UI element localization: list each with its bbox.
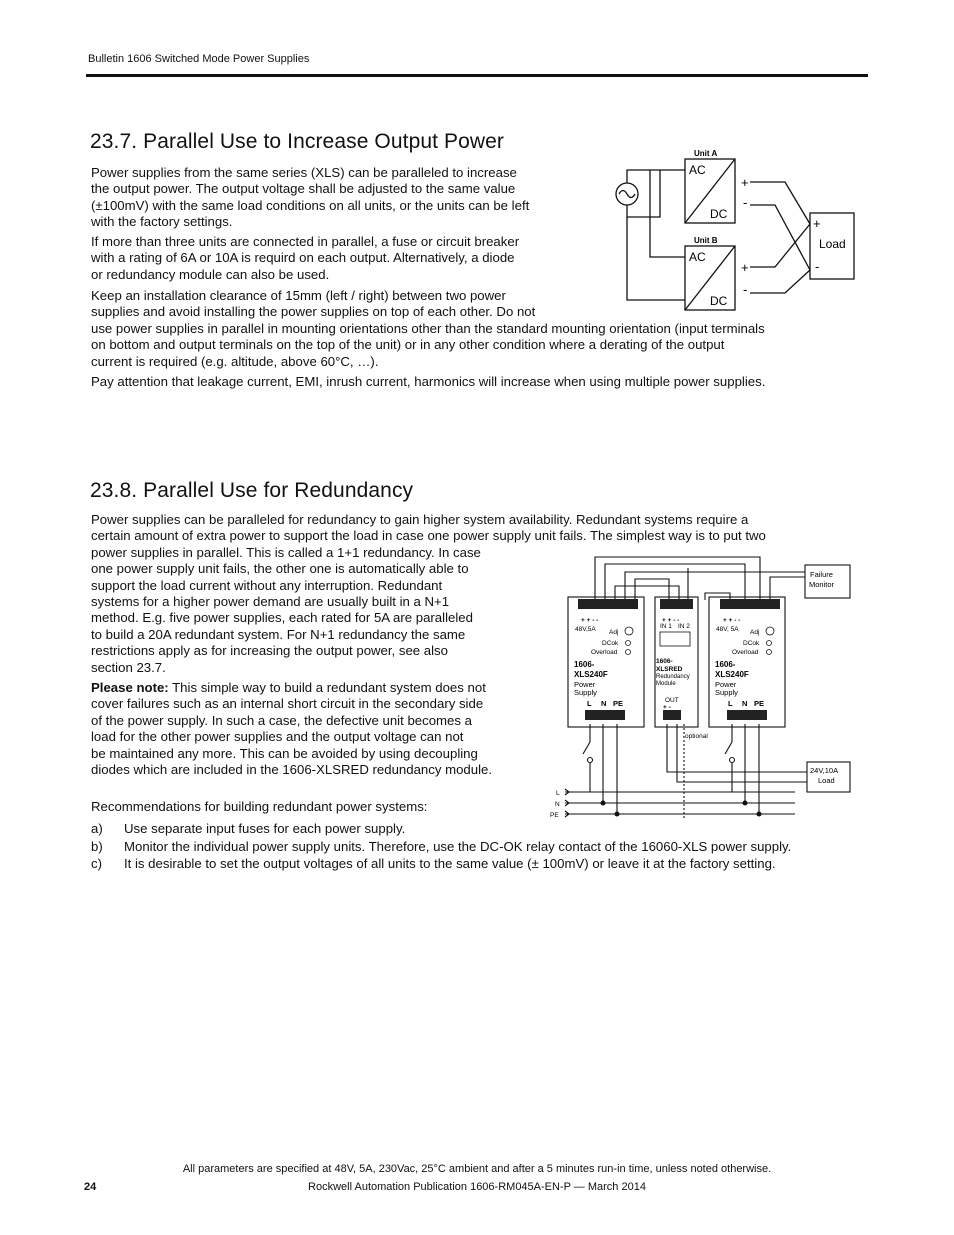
adj-knob-right-icon (766, 627, 774, 635)
header-rule (86, 74, 868, 77)
svg-text:L: L (728, 699, 733, 708)
paragraph-redundancy-note: Please note: This simple way to build a redundant system does not cover failures such as an internal short circuit in the secondary side of the power supply. In such a case, the defective unit becomes a load for the other power supplies and the output voltage can not be maintained any more. This can be avoided by using decoupling diodes which are included in the 1606-XLSRED redundancy module. (91, 680, 493, 778)
red-terminal-bottom (663, 710, 681, 720)
svg-text:N: N (555, 801, 560, 808)
svg-text:1606-: 1606- (574, 660, 595, 669)
svg-text:XLS240F: XLS240F (715, 670, 749, 679)
svg-text:DCok: DCok (602, 640, 619, 647)
unit-a-ac: AC (689, 163, 706, 177)
svg-text:PE: PE (613, 699, 624, 708)
load-plus: + (813, 216, 821, 231)
svg-text:Module: Module (656, 681, 676, 687)
svg-text:Overload: Overload (732, 649, 759, 656)
parallel-wiring-diagram (610, 145, 860, 315)
unit-b-dc: DC (710, 294, 728, 308)
svg-text:+ + - -: + + - - (723, 617, 741, 624)
svg-text:PE: PE (550, 812, 559, 819)
list-item: b) Monitor the individual power supply units. Therefore, use the DC-OK relay contact of the 16060-XLS power supply. (91, 838, 792, 854)
svg-text:+ + - -: + + - - (662, 617, 680, 624)
unit-a-minus: - (743, 195, 748, 210)
unit-b-ac: AC (689, 250, 706, 264)
svg-text:DCok: DCok (743, 640, 760, 647)
unit-b-plus: + (741, 260, 749, 275)
psu-left-terminal-bottom (585, 710, 625, 720)
list-item: c) It is desirable to set the output voltages of all units to the same value (± 100mV) or leave it at the factory setting. (91, 856, 776, 872)
svg-text:Adj: Adj (609, 629, 619, 636)
unit-a-label: Unit A (694, 149, 718, 158)
svg-text:XLS240F: XLS240F (574, 670, 608, 679)
svg-text:48V, 5A: 48V, 5A (716, 626, 739, 633)
svg-text:PE: PE (754, 699, 765, 708)
psu-left-terminal-top (578, 599, 638, 609)
load-minus: - (815, 259, 820, 274)
svg-text:XLSRED: XLSRED (656, 666, 683, 673)
recommendations-intro: Recommendations for building redundant power systems: (91, 799, 428, 814)
svg-text:Overload: Overload (591, 649, 618, 656)
dcok-led-right-icon (767, 641, 772, 646)
svg-text:Failure: Failure (810, 570, 833, 579)
psu-right-terminal-top (720, 599, 780, 609)
unit-b-label: Unit B (694, 236, 718, 245)
dcok-led-left-icon (626, 641, 631, 646)
page-number: 24 (84, 1181, 97, 1193)
svg-text:48V,5A: 48V,5A (575, 626, 596, 633)
footer-note: All parameters are specified at 48V, 5A, 230Vac, 25°C ambient and after a 5 minutes run-in time, unless noted otherwise. (182, 1163, 772, 1175)
red-terminal-top (660, 599, 693, 609)
svg-text:Power: Power (715, 680, 737, 689)
svg-text:IN 1: IN 1 (660, 623, 672, 630)
svg-text:L: L (556, 790, 560, 797)
paragraph-parallel-2: If more than three units are connected in parallel, a fuse or circuit breaker with a rating of 6A or 10A is requird on each output. Alternatively, a diode or redundancy module can also be used. (91, 234, 520, 282)
heading-redundancy: 23.8. Parallel Use for Redundancy (90, 479, 414, 502)
svg-text:L: L (587, 699, 592, 708)
paragraph-parallel-3: Keep an installation clearance of 15mm (left / right) between two power supplies and avoid installing the power supplies on top of each other. Do not use power supplies in parallel in mounting orientations other than the standard mounting orientation (input terminals on bottom and output terminals on the top of the unit) or in any other condition where a derating of the output current is required (e.g. altitude, above 60°C, …). (91, 288, 765, 369)
paragraph-redundancy-intro: Power supplies can be paralleled for redundancy to gain higher system availability. Redundant systems require a certain amount of extra power to support the load in case one power supply unit fails. The simplest way is to put two power supplies in parallel. This is called a 1+1 redundancy. In case one power supply unit fails, the other one is automatically able to support the load current without any interruption. Redundant systems for a higher power demand are usually built in a N+1 method. E.g. five power supplies, each rated for 5A are paralleled to build a 20A redundant system. For N+1 redundancy the same restrictions apply as for increasing the output power, see also section 23.7. (91, 512, 766, 675)
svg-text:1606-: 1606- (715, 660, 736, 669)
note-label: Please note: (91, 680, 169, 695)
redundancy-wiring-diagram (545, 552, 860, 822)
running-header: Bulletin 1606 Switched Mode Power Supplies (88, 53, 310, 65)
svg-text:N: N (742, 699, 748, 708)
diode-block-icon (660, 632, 690, 646)
svg-text:OUT: OUT (665, 697, 679, 704)
psu-right-terminal-bottom (727, 710, 767, 720)
overload-led-left-icon (626, 650, 631, 655)
svg-text:Supply: Supply (574, 688, 597, 697)
heading-parallel-output: 23.7. Parallel Use to Increase Output Power (90, 130, 505, 153)
svg-text:Load: Load (818, 776, 835, 785)
svg-text:+ + - -: + + - - (581, 617, 599, 624)
list-item: a) Use separate input fuses for each power supply. (91, 821, 406, 836)
load-label: Load (819, 237, 846, 251)
svg-text:Supply: Supply (715, 688, 738, 697)
svg-text:Adj: Adj (750, 629, 760, 636)
unit-a-plus: + (741, 175, 749, 190)
adj-knob-left-icon (625, 627, 633, 635)
paragraph-parallel-1: Power supplies from the same series (XLS) can be paralleled to increase the output power. The output voltage shall be adjusted to the same value (±100mV) with the same load conditions on all units, or the units can be left with the factory settings. (91, 165, 530, 230)
recommendations-list (91, 820, 871, 873)
svg-text:N: N (601, 699, 607, 708)
paragraph-parallel-4: Pay attention that leakage current, EMI, inrush current, harmonics will increase when using multiple power supplies. (91, 374, 766, 389)
svg-text:IN 2: IN 2 (678, 623, 690, 630)
svg-text:24V,10A: 24V,10A (810, 766, 839, 775)
unit-b-minus: - (743, 282, 748, 297)
svg-text:+ -: + - (663, 704, 671, 711)
footer-publication: Rockwell Automation Publication 1606-RM045A-EN-P — March 2014 (308, 1181, 646, 1193)
unit-a-dc: DC (710, 207, 728, 221)
svg-text:Redundancy: Redundancy (656, 674, 690, 680)
svg-text:Monitor: Monitor (809, 580, 835, 589)
overload-led-right-icon (767, 650, 772, 655)
svg-text:1606-: 1606- (656, 658, 673, 665)
svg-text:Power: Power (574, 680, 596, 689)
svg-text:optional: optional (685, 733, 708, 740)
